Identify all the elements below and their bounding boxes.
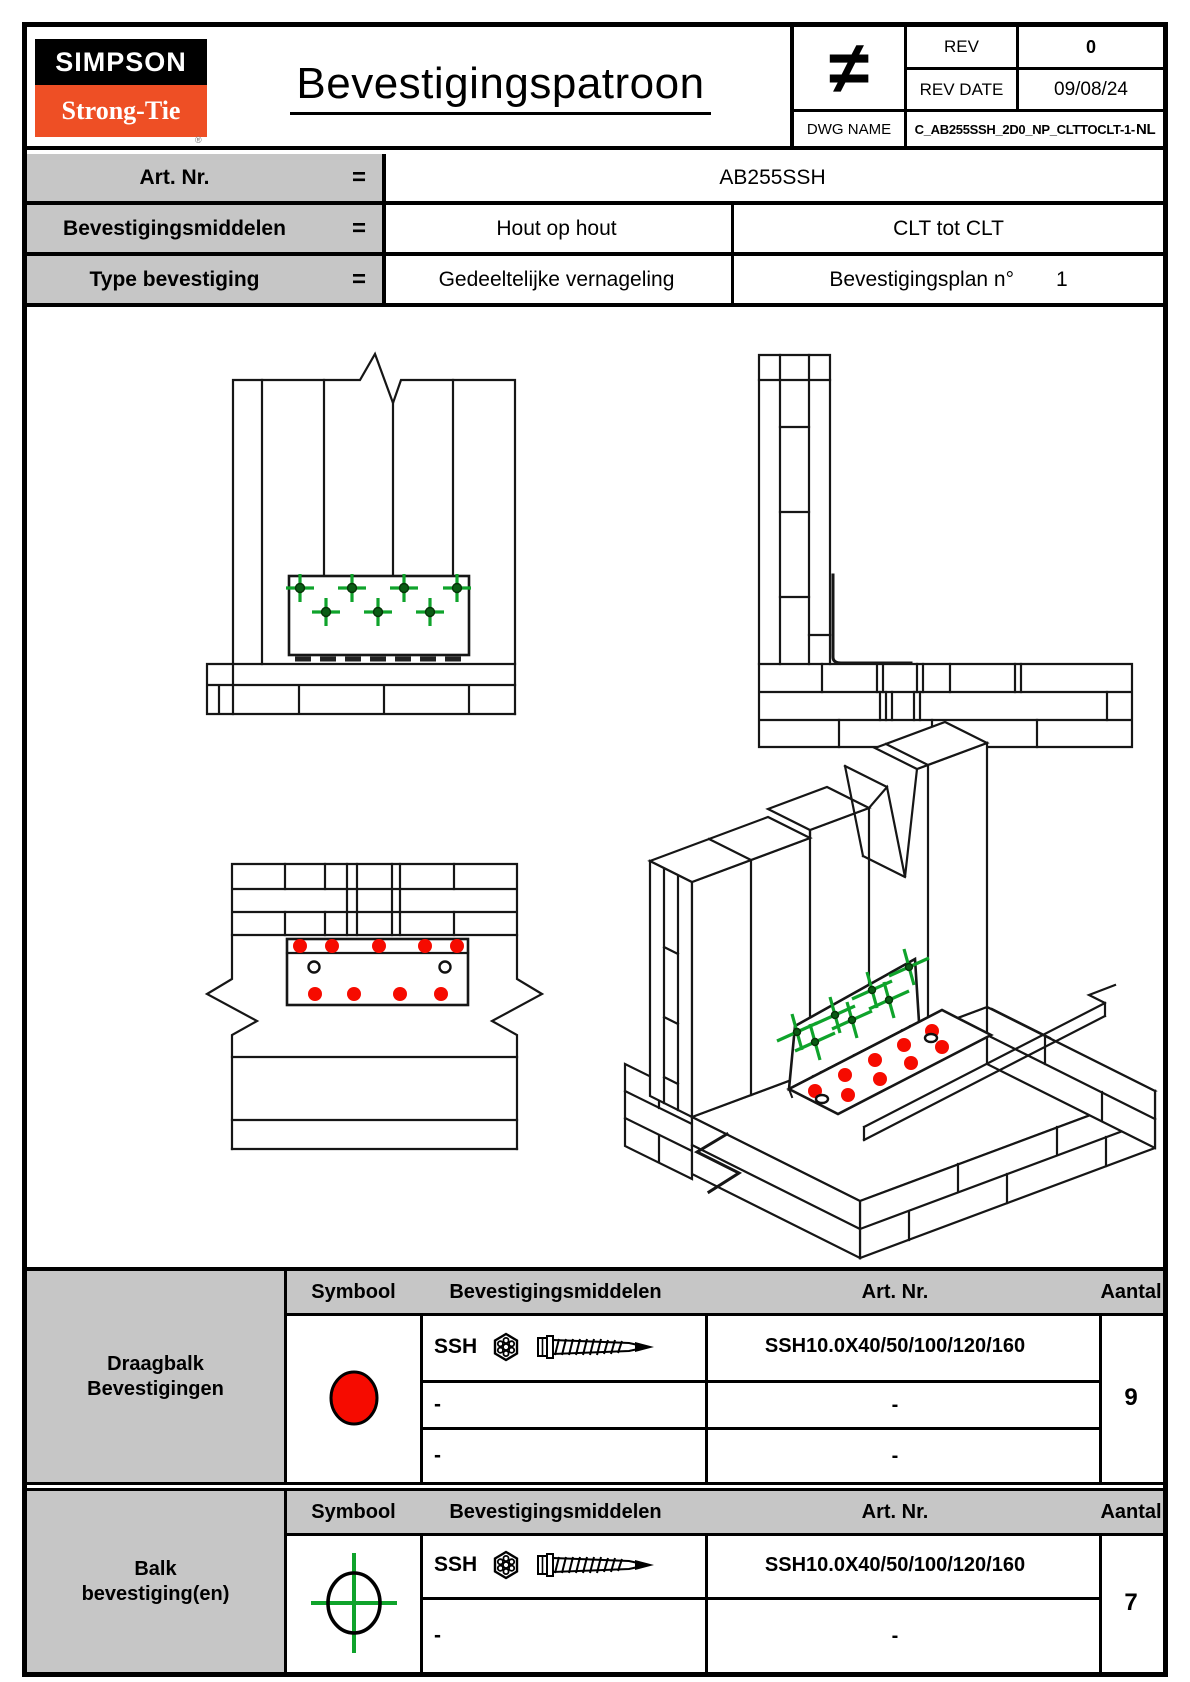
col-header-symbool: Symbool [287, 1271, 423, 1316]
fasteners-label: Bevestigingsmiddelen [63, 216, 286, 240]
plate-hole [816, 1095, 828, 1103]
plan-label: Bevestigingsplan n° [829, 267, 1014, 291]
logo-simpson: SIMPSON [35, 39, 207, 85]
red-dot-marker [372, 939, 386, 953]
symbol-cell-green-crosshair [287, 1533, 423, 1672]
info-row-fasteners [27, 205, 1163, 256]
col-header-aantal: Aantal [1099, 1271, 1163, 1316]
rev-date-value: 09/08/24 [1019, 70, 1163, 112]
type-label-cell [27, 256, 386, 303]
screw-head-icon [491, 1332, 521, 1362]
red-dot-marker [904, 1056, 918, 1070]
type-value: Gedeeltelijke vernageling [382, 256, 734, 303]
screw-side-icon [535, 1331, 657, 1363]
rev-date-label: REV DATE [907, 70, 1019, 112]
col-header-art-nr: Art. Nr. [691, 1491, 1102, 1536]
technical-drawings [27, 307, 1163, 1267]
fastener-cell [420, 1533, 708, 1600]
equals-sign: = [351, 265, 366, 293]
not-equal-symbol-icon: ≠ [794, 27, 907, 112]
screw-head-icon [491, 1550, 521, 1580]
red-dot-marker [347, 987, 361, 1001]
group-line-1: Balk [134, 1557, 177, 1580]
front-view-drawing [207, 354, 515, 714]
page-title-wrap [207, 27, 794, 146]
plate-hole [925, 1034, 937, 1042]
red-dot-marker [308, 987, 322, 1001]
col-header-bevestigingsmiddelen: Bevestigingsmiddelen [420, 1271, 694, 1316]
dwg-name-value [907, 112, 1163, 146]
logo-strongtie: Strong-Tie [35, 85, 207, 137]
red-filled-circle-icon [324, 1366, 384, 1430]
group-line-1: Draagbalk [107, 1352, 204, 1375]
info-row-art-nr [27, 154, 1163, 205]
red-dot-marker [841, 1088, 855, 1102]
group-label-balk [27, 1491, 287, 1672]
rev-value: 0 [1019, 27, 1163, 70]
fasteners-label-cell [27, 205, 386, 252]
group-line-2: Bevestigingen [87, 1377, 224, 1400]
dwg-name-suffix: NL [1135, 120, 1156, 138]
symbol-cell-red-circle [287, 1313, 423, 1482]
art-nr-label-cell [27, 154, 386, 201]
aantal-value: 9 [1124, 1383, 1138, 1411]
col-header-bevestigingsmiddelen: Bevestigingsmiddelen [420, 1491, 694, 1536]
title-block [27, 27, 1163, 150]
aantal-value: 7 [1124, 1588, 1138, 1616]
logo-cell [27, 27, 794, 146]
red-dot-marker [873, 1072, 887, 1086]
screw-side-icon [535, 1549, 657, 1581]
group-label-draagbalk [27, 1271, 287, 1482]
group-line-2: bevestiging(en) [81, 1582, 230, 1605]
fastener-cell: - [420, 1430, 708, 1482]
equals-sign: = [351, 163, 366, 191]
art-cell: - [691, 1430, 1102, 1482]
art-cell: - [691, 1600, 1102, 1672]
legend-table-draagbalk [27, 1271, 1163, 1485]
fasteners-value-2: CLT tot CLT [893, 216, 1004, 240]
fastener-cell: - [420, 1383, 708, 1430]
art-cell: - [691, 1383, 1102, 1430]
fastener-cell: - [420, 1600, 708, 1672]
art-cell: SSH10.0X40/50/100/120/160 [691, 1313, 1102, 1383]
red-dot-marker [293, 939, 307, 953]
col-header-art-nr: Art. Nr. [691, 1271, 1102, 1316]
sheet-border [22, 22, 1168, 1677]
isometric-view-drawing [625, 722, 1155, 1258]
plan-cell [734, 256, 1163, 303]
simpson-strongtie-logo [35, 39, 207, 145]
page-title: Bevestigingspatroon [290, 59, 710, 115]
dwg-name-label: DWG NAME [794, 112, 907, 146]
col-header-aantal: Aantal [1099, 1491, 1163, 1536]
red-dot-marker [418, 939, 432, 953]
drawing-area [27, 307, 1163, 1271]
angle-bracket-profile [833, 575, 911, 663]
side-view-drawing [759, 355, 1132, 747]
art-cell: SSH10.0X40/50/100/120/160 [691, 1533, 1102, 1600]
art-nr-label: Art. Nr. [139, 165, 210, 189]
red-dot-marker [897, 1038, 911, 1052]
red-dot-marker [450, 939, 464, 953]
plan-number: 1 [1056, 267, 1068, 291]
fastener-name: SSH [434, 1553, 478, 1576]
rev-label: REV [907, 27, 1019, 70]
type-label: Type bevestiging [89, 267, 260, 291]
fastener-name: SSH [434, 1334, 478, 1358]
red-dot-marker [838, 1068, 852, 1082]
plate-hole [309, 962, 320, 973]
col-header-symbool: Symbool [287, 1491, 423, 1536]
beam-section-drawing [207, 864, 542, 1149]
equals-sign: = [351, 214, 366, 242]
registered-mark: ® [195, 135, 202, 145]
green-crosshair-circle-icon [306, 1547, 402, 1659]
legend-table-balk [27, 1488, 1163, 1672]
red-dot-marker [325, 939, 339, 953]
fasteners-value-1: Hout op hout [382, 205, 734, 252]
red-dot-marker [393, 987, 407, 1001]
dwg-name-text: C_AB255SSH_2D0_NP_CLTTOCLT-1- [914, 121, 1135, 137]
red-dot-marker [868, 1053, 882, 1067]
art-nr-value: AB255SSH [719, 165, 826, 189]
fastener-cell [420, 1313, 708, 1383]
info-row-type [27, 256, 1163, 307]
red-dot-marker [935, 1040, 949, 1054]
red-dot-marker [434, 987, 448, 1001]
plate-hole [440, 962, 451, 973]
